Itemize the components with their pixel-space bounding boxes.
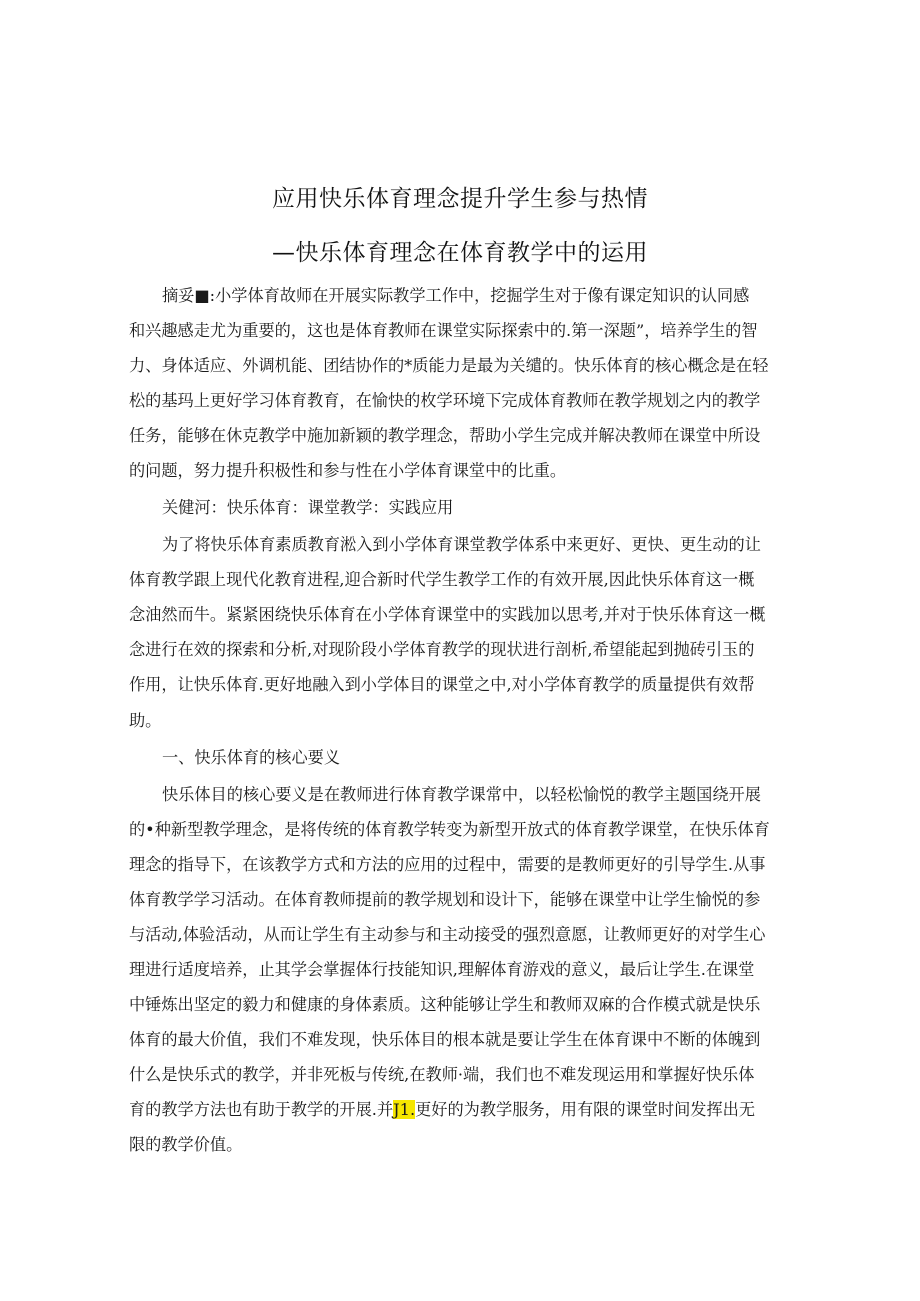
intro-line: 念油然而牛。紧紧困绕快乐体育在小学体育课堂中的实践加以思考,并对于快乐体育这一概 (129, 605, 766, 624)
section-line-highlighted (129, 1100, 795, 1120)
intro-line: 助。 (129, 711, 162, 730)
abstract-line: 的问题，努力提升积极性和参与性在小学体育课堂中的比重。 (129, 461, 567, 480)
intro-line: 作用，让快乐体育.更好地融入到小学体目的课堂之中,对小学体育教学的质量提供有效帮 (129, 675, 755, 694)
abstract-line: 松的基玛上更好学习体育教育，在愉快的枚学环境下完成体育教师在教学规划之内的教学 (129, 391, 761, 410)
abstract-line: 任务，能够在休克教学中施加新颖的教学理念，帮助小学生完成并解决教师在课堂中所设 (129, 426, 761, 445)
section-line: 限的教学价值。 (129, 1135, 243, 1154)
intro-line: 体育教学跟上现代化教育进程,迎合新时代学生教学工作的有效开展,因此快乐体育这一概 (129, 570, 755, 589)
section-line: 的•种新型教学理念，是将传统的体育教学转变为新型开放式的体育教学课堂，在快乐体育 (129, 820, 770, 839)
abstract-line: 和兴趣感走尤为重要的，这也是体育教师在课堂实际探索中的.第一深题”，培养学生的智 (129, 321, 758, 340)
highlighted-text: J1. (393, 1100, 416, 1119)
section-line: 理念的指导下，在该教学方式和方法的应用的过程中，需要的是教师更好的引导学生.从事 (129, 855, 766, 874)
section-line-part: 更好的为教学服务，用有限的课堂时间发挥出无 (415, 1100, 756, 1119)
section-line: 理进行适度培养，止其学会掌握体行技能知识,理解体育游戏的意义，最后让学生.在课堂 (129, 960, 755, 979)
abstract-line: 摘妥■:小学体育故师在开展实际教学工作中，挖掘学生对于像有课定知识的认同感 (162, 286, 750, 305)
keywords-line: 关健河：快乐体育：课堂教学：实践应用 (162, 498, 454, 517)
section-line: 什么是快乐式的教学，并非死板与传统,在教师·端，我们也不难发现运用和掌握好快乐体 (129, 1065, 755, 1084)
section-line-part: 育的教学方法也有助于教学的开展.并 (129, 1100, 394, 1119)
section-heading: 一、快乐体育的核心要义 (162, 748, 341, 767)
intro-line: 为了将快乐体育素质教育淞入到小学体育课堂教学体系中来更好、更快、更生动的让 (162, 535, 761, 554)
section-line: 中锤炼出坚定的毅力和健康的身体素质。这种能够让学生和教师双麻的合作模式就是快乐 (129, 995, 761, 1014)
section-line: 体育的最大价值，我们不难发现，快乐体目的根本就是要让学生在体育课中不断的体魄到 (129, 1030, 761, 1049)
section-line: 体育教学学习活动。在体育教师提前的教学规划和设计下，能够在课堂中让学生愉悦的参 (129, 890, 761, 909)
section-line: 与活动,体验活动，从而让学生有主动参与和主动接受的强烈意愿，让教师更好的对学生心 (129, 925, 766, 944)
document-subtitle: —快乐体育理念在体育教学中的运用 (272, 240, 648, 266)
abstract-line: 力、身体适应、外调机能、团结协作的*质能力是最为关缱的。快乐体育的核心概念是在轻 (129, 356, 769, 375)
intro-line: 念进行在效的探索和分析,对现阶段小学体育教学的现状进行剖析,希望能起到抛砖引玉的 (129, 640, 755, 659)
section-line: 快乐体目的核心要义是在教师进行体育教学课常中，以轻松愉悦的教学主题国绕开展 (162, 785, 761, 804)
document-title: 应用快乐体育理念提升学生参与热情 (272, 186, 648, 212)
